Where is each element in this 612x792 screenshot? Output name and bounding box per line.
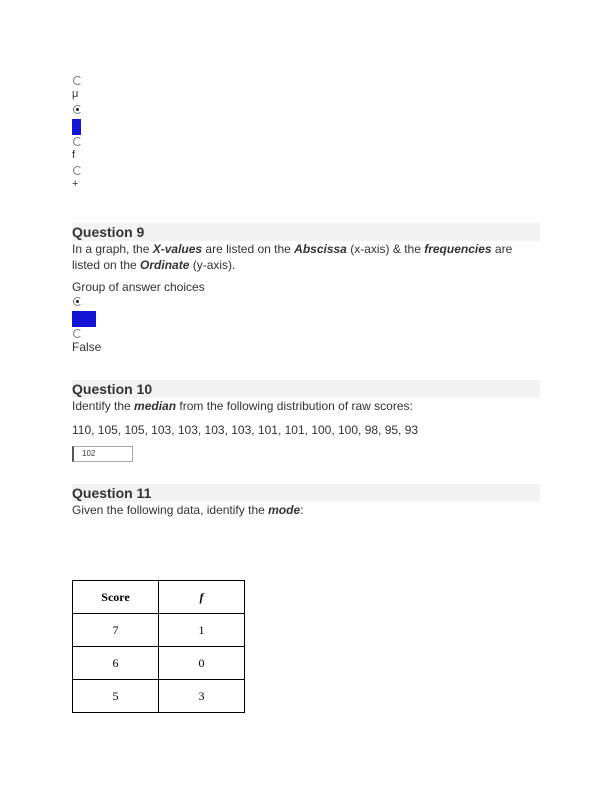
radio-option-1[interactable]: [73, 76, 82, 85]
table-row: [73, 680, 245, 713]
table-cell: 5: [73, 680, 159, 713]
table-header-row: [73, 581, 245, 614]
question-10-heading: Question 10: [72, 380, 540, 398]
table-cell: 0: [159, 647, 245, 680]
table-cell: 6: [73, 647, 159, 680]
question-9-heading: Question 9: [72, 223, 540, 241]
table-row: [73, 647, 245, 680]
question-9: [72, 223, 540, 356]
radio-true[interactable]: [73, 297, 82, 306]
prev-question-options: [72, 74, 82, 193]
raw-scores: 110, 105, 105, 103, 103, 103, 103, 101, 101, 100, 100, 98, 95, 93: [72, 423, 419, 437]
question-11: [72, 484, 540, 713]
table-cell: 1: [159, 614, 245, 647]
radio-option-3[interactable]: [73, 137, 82, 146]
radio-option-2[interactable]: [73, 105, 82, 114]
answer-group-label: Group of answer choices: [72, 280, 205, 294]
question-10-text: Identify the median from the following distribution of raw scores:: [72, 399, 413, 413]
table-row: [73, 614, 245, 647]
option-false-label: False: [72, 340, 102, 354]
option-label-4: +: [72, 178, 79, 190]
option-label-3: f: [72, 149, 76, 161]
option-label-2: X̄: [72, 119, 81, 135]
question-9-text: In a graph, the X-values are listed on the Abscissa (x-axis) & the frequencies are listed on the Ordinate (y-axis).: [72, 242, 513, 272]
question-11-heading: Question 11: [72, 484, 540, 502]
frequency-table: [72, 580, 245, 713]
option-label-1: μ: [72, 88, 79, 100]
median-answer-input[interactable]: 102: [72, 446, 133, 462]
table-cell: 7: [73, 614, 159, 647]
question-10: [72, 380, 540, 462]
radio-option-4[interactable]: [73, 166, 82, 175]
option-true-label: True: [72, 311, 96, 327]
table-header-f: f: [159, 581, 245, 614]
radio-false[interactable]: [73, 329, 82, 338]
question-11-text: Given the following data, identify the mode:: [72, 503, 304, 517]
table-header-score: Score: [73, 581, 159, 614]
table-cell: 3: [159, 680, 245, 713]
